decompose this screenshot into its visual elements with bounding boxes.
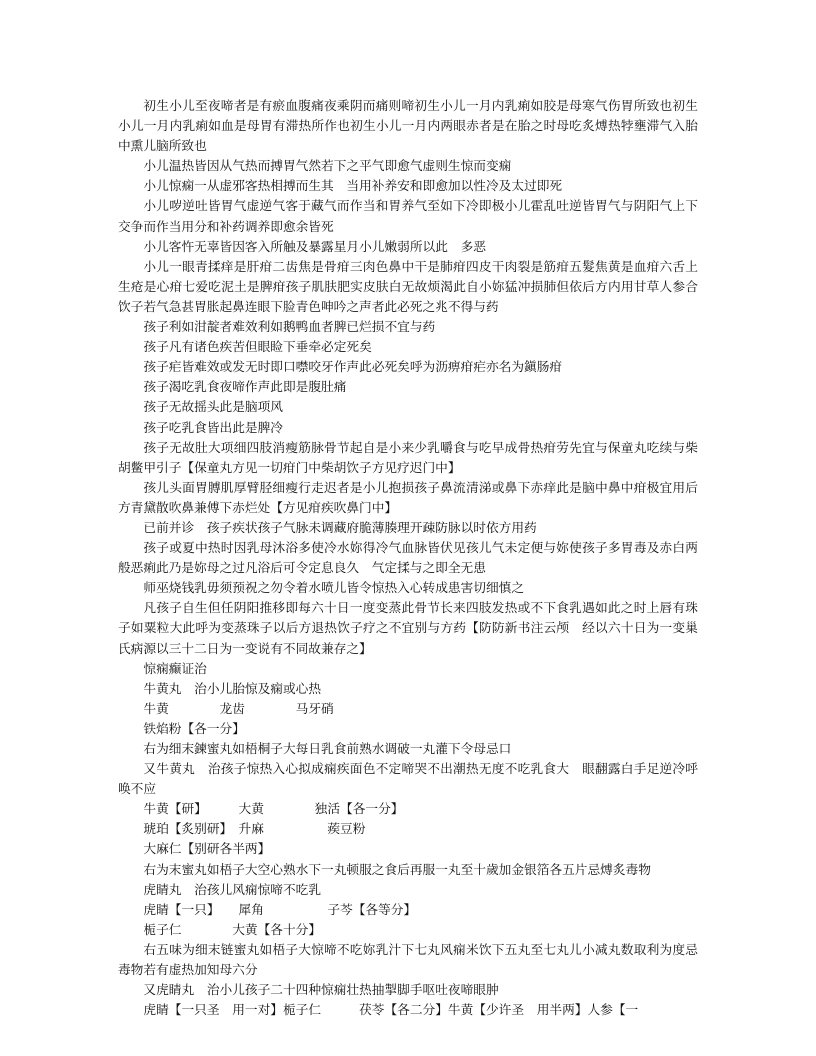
ingredient-line: 牛黄 龙齿 马牙硝 xyxy=(143,700,334,716)
formula-title: 又虎睛丸 治小儿孩子二十四种惊痫壮热抽掣脚手呕吐夜啼眼肿 xyxy=(143,982,499,998)
paragraph: 右为末蜜丸如梧子大空心熟水下一丸顿服之食后再服一丸至十歲加金银箔各五片忌煿炙毒物 xyxy=(143,861,651,877)
paragraph: 小儿一眼青揉痒是肝疳二齿焦是骨疳三肉色鼻中干是肺疳四皮干肉裂是筋疳五髮焦黄是血疳六舌上生疮是心疳七爱吃泥土是脾疳孩子肌肤肥实皮肤白无故烦渴此自小妳猛冲损肺但依后方内用甘草人参合饮子若气急甚胃胀起鼻连眼下脸青色呻吟之声者此必死之兆不得与药 xyxy=(118,258,698,314)
paragraph: 孩子或夏中热时因乳母沐浴多使冷水妳得冷气血脉皆伏见孩儿气未定便与妳使孩子多胃毒及赤白两般恶痢此乃是妳母之过凡浴后可令定息良久 气定揉与之即全无患 xyxy=(118,540,698,576)
paragraph: 右五味为细末链蜜丸如梧子大惊啼不吃妳乳汁下七丸风痫米饮下五丸至七丸儿小减丸数取利为度忌毒物若有虚热加知母六分 xyxy=(118,941,698,978)
formula-title: 又牛黄丸 治孩子惊热入心拟成痫疾面色不定啼哭不出潮热无度不吃乳食大 眼翻露白手足逆冷呼唤不应 xyxy=(118,761,698,797)
ingredient-line: 大麻仁【别研各半两】 xyxy=(143,841,271,857)
paragraph: 初生小儿至夜啼者是有瘀血腹痛夜乘阴而痛则啼初生小儿一月内乳痢如胶是母寒气伤胃所致也初生小儿一月内乳痢如血是母胃有滞热所作也初生小儿一月内两眼赤者是在胎之时母吃炙煿热㹀壅滞气入胎中熏儿脑所致也 xyxy=(118,98,698,154)
paragraph: 小儿温热皆因从气热而搏胃气然若下之平气即愈气虚则生惊而变痫 xyxy=(143,158,512,174)
ingredient-line: 栀子仁 大黄【各十分】 xyxy=(143,921,322,937)
ingredient-line: 虎睛【一只圣 用一对】栀子仁 茯苓【各二分】牛黄【少许圣 用半两】人参【一 xyxy=(143,1002,639,1018)
paragraph: 右为细末鍊蜜丸如梧桐子大每日乳食前熟水调破一丸灌下令母忌口 xyxy=(143,741,512,756)
ingredient-line: 琥珀【炙别研】 升麻 蒺豆粉 xyxy=(143,821,366,837)
paragraph: 小儿哕逆吐皆胃气虚逆气客于藏气而作当和胃养气至如下冷即极小儿霍乱吐逆皆胃气与阴阳气上下交争而作当用分和补药调养即愈余皆死 xyxy=(118,198,698,234)
paragraph: 孩儿头面胃膊肌厚臂胫细瘦行走迟者是小儿抱损孩子鼻流清涕或鼻下赤痒此是脑中鼻中疳极宜用后方青黛散吹鼻兼傅下赤烂处【方见疳疾吹鼻门中】 xyxy=(118,479,698,515)
section-heading: 惊痫癫证治 xyxy=(143,660,207,676)
paragraph: 小儿客忤无辜皆因客入所触及暴露星月小儿嫩弱所以此 多恶 xyxy=(143,238,486,254)
formula-title: 虎睛丸 治孩儿风痫惊啼不吃乳 xyxy=(143,881,322,897)
paragraph: 孩子无故肚大项细四肢消瘦筋脉骨节起自是小来少乳嚼食与吃早成骨热疳劳先宜与保童丸吃续与柴胡鳖甲引子【保童丸方见一切疳门中柴胡饮子方见疗迟门中】 xyxy=(118,439,698,475)
paragraph: 孩子无故摇头此是脑项风 xyxy=(143,399,283,415)
paragraph: 已前并诊 孩子疾状孩子气脉未调藏府脆薄腠理开疎防脉以时依方用药 xyxy=(143,519,537,535)
paragraph: 孩子疟皆难效或发无时即口噤咬牙作声此必死矣呼为沥痹疳疟亦名为鎭肠疳 xyxy=(143,359,563,375)
paragraph: 凡孩子自生但任阴阳推移即每六十日一度变蒸此骨节长来四肢发热或不下食乳遇如此之时上唇有珠子如粟粒大此呼为变蒸珠子以后方退热饮子疗之不宜别与方药【防防新书注云颅 经以六十日为一变巢氏病源以三十二日为一变说有不同故兼存之】 xyxy=(118,600,698,656)
paragraph: 孩子凡有诸色疾苦但眼睑下垂牵必定死矣 xyxy=(143,339,372,355)
ingredient-line: 铁焰粉【各一分】 xyxy=(143,720,245,736)
paragraph: 孩子吃乳食皆出此是脾冷 xyxy=(143,419,283,435)
ingredient-line: 牛黄【研】 大黄 独活【各一分】 xyxy=(143,801,404,817)
paragraph: 小儿惊痫一从虚邪客热相搏而生其 当用补养安和即愈加以性冷及太过即死 xyxy=(143,178,563,194)
paragraph: 师巫烧钱乳毋须预祝之勿令着水喷儿皆令惊热入心转成患害切细慎之 xyxy=(143,580,525,596)
ingredient-line: 虎睛【一只】 犀角 子芩【各等分】 xyxy=(143,901,417,917)
formula-title: 牛黄丸 治小儿胎惊及痫或心热 xyxy=(143,680,322,696)
paragraph: 孩子渴吃乳食夜啼作声此即是腹肚痛 xyxy=(143,379,347,395)
paragraph: 孩子利如泔靛者难效利如鹅鸭血者脾已烂损不宜与药 xyxy=(143,319,436,335)
